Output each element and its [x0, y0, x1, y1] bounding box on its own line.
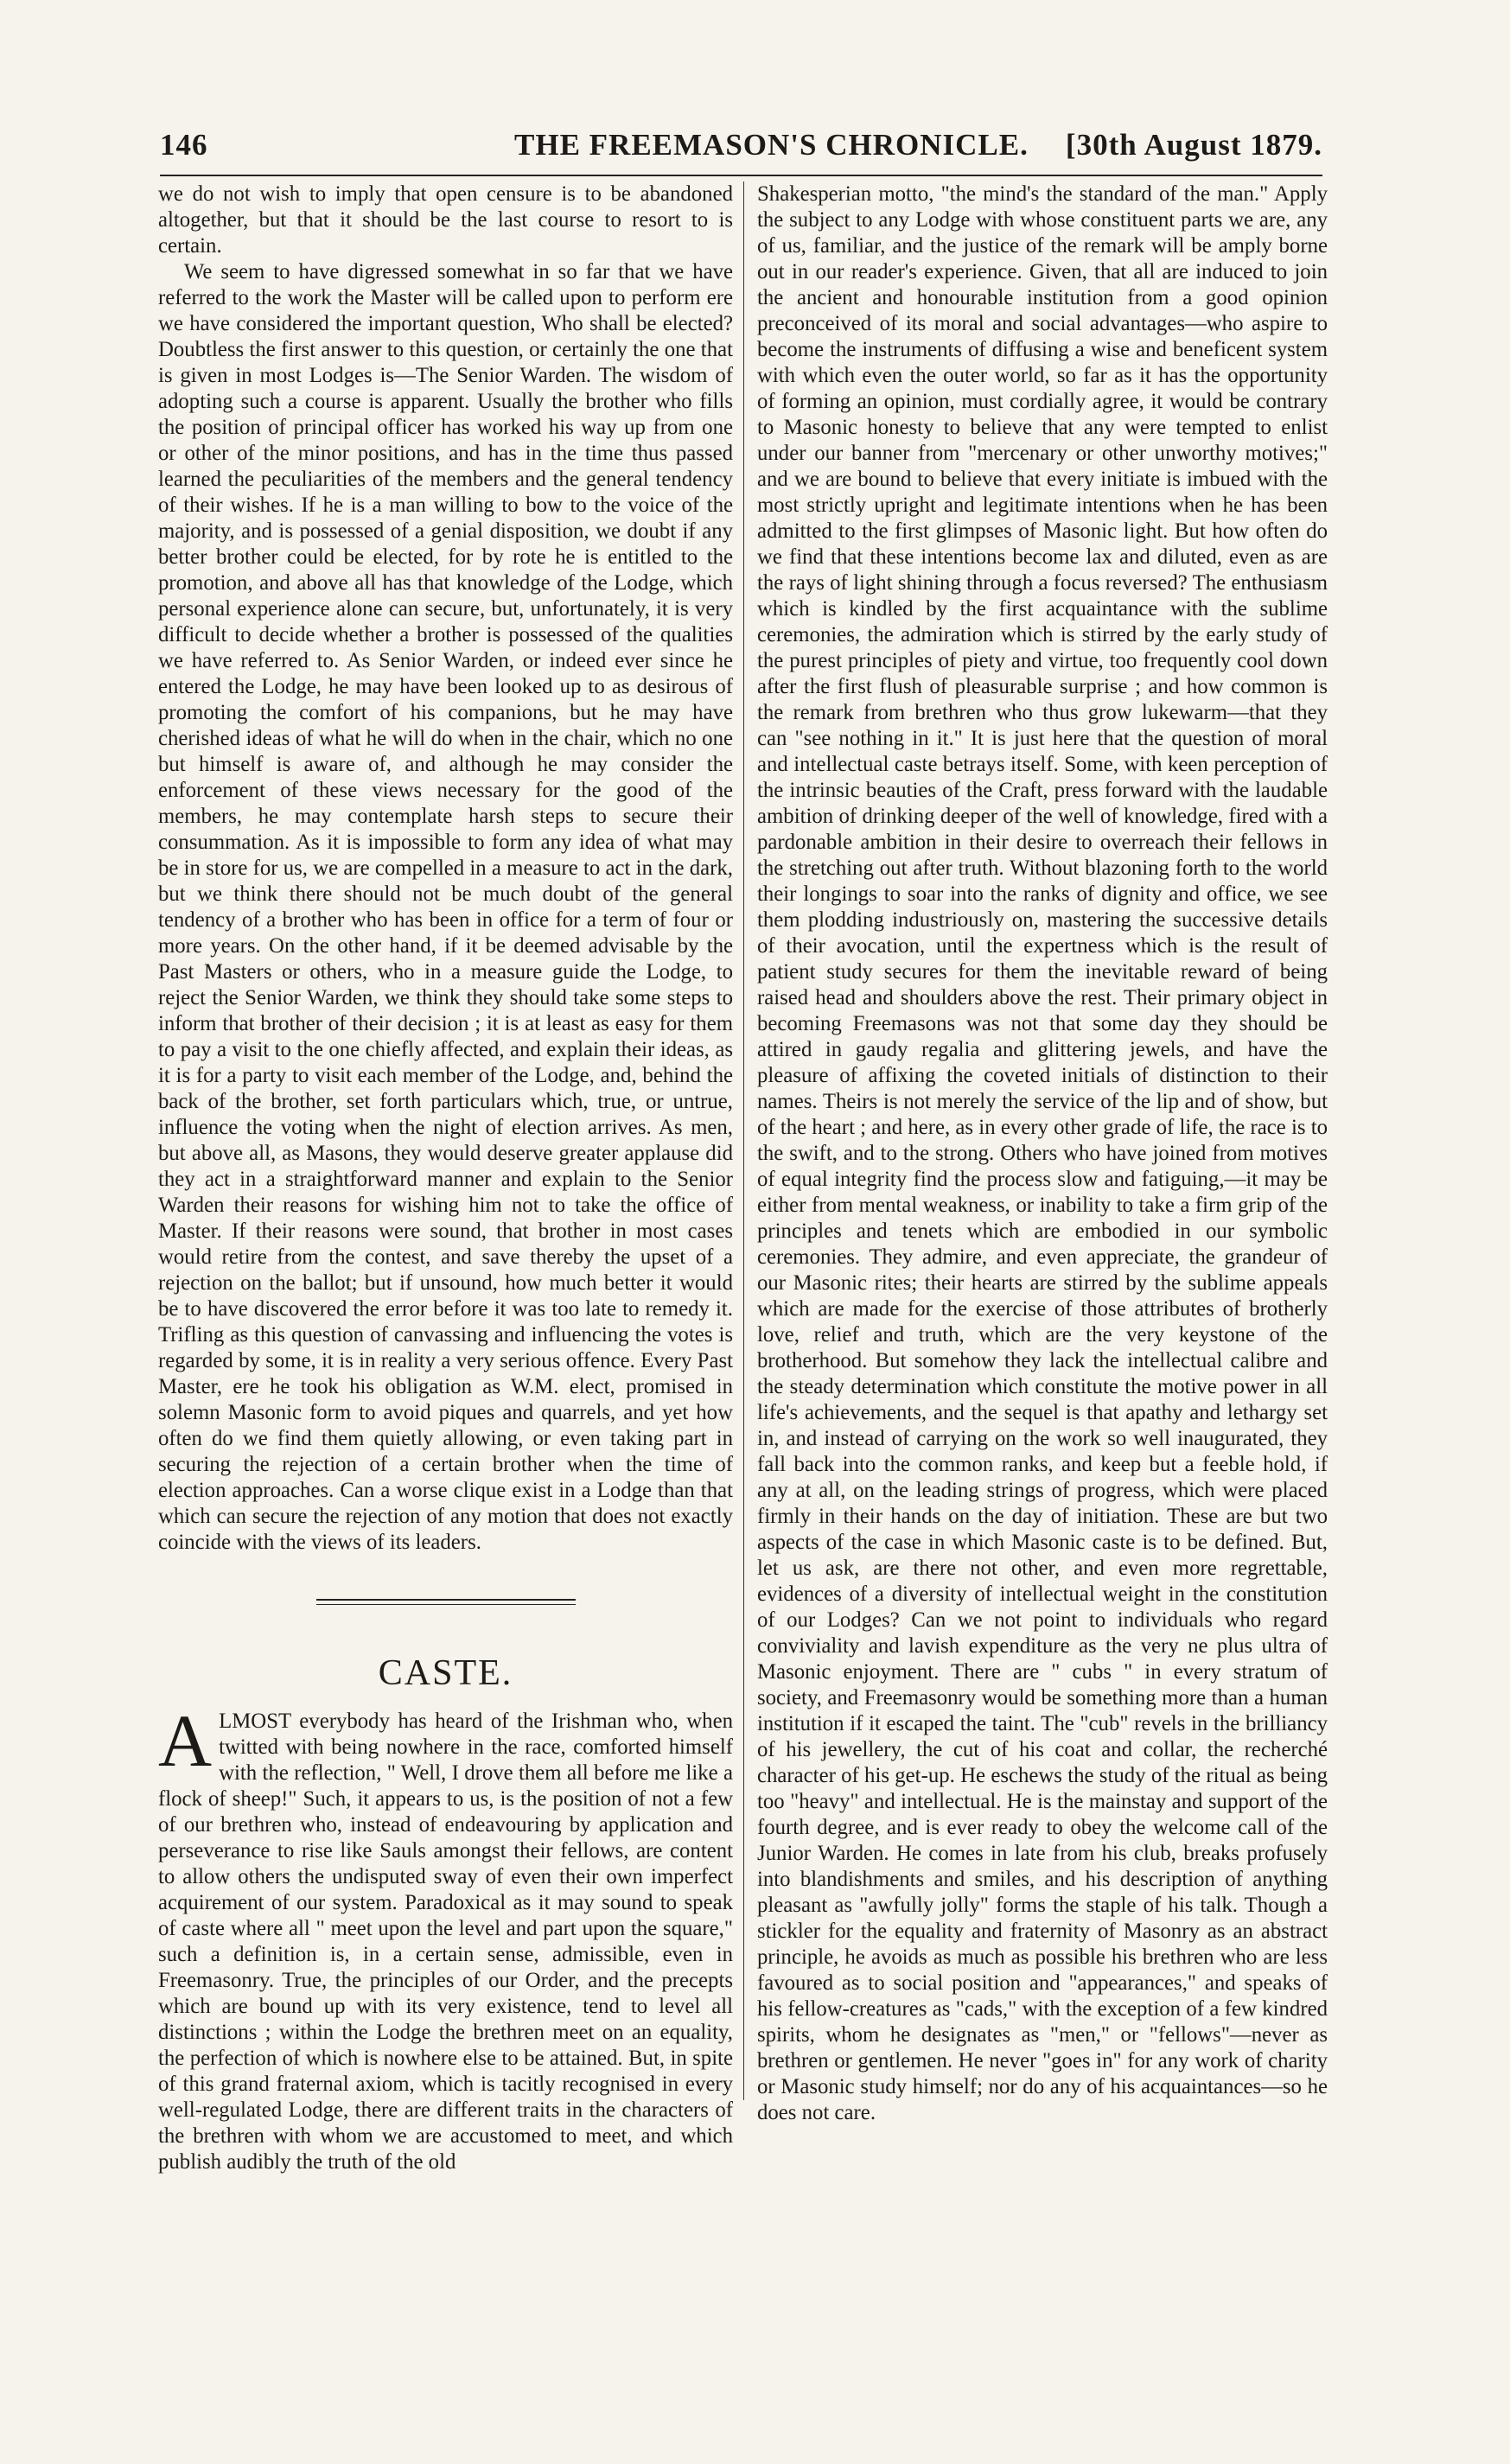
article-paragraph: We seem to have digressed somewhat in so far that we have referred to the work the Master will be called upon to perform ere we have considered the important question, Who shall be elected? Doubtless the first answer to this question, or certainly the one that is given in most Lodges is—The Senior Warden. The wisdom of adopting such a course is apparent. Usually the brother who fills the position of principal officer has worked his way up from one or other of the minor positions, and has in the time thus passed learned the peculiarities of the members and the general tendency of their wishes. If he is a man willing to bow to the voice of the majority, and is possessed of a genial disposition, we doubt if any better brother could be elected, for by rote he is entitled to the promotion, and above all has that knowledge of the Lodge, which personal experience alone can secure, but, unfortunately, it is very difficult to decide whether a brother is possessed of the qualities we have referred to. As Senior Warden, or indeed ever since he entered the Lodge, he may have been looked up to as desirous of promoting the comfort of his companions, but he may have cherished ideas of what he will do when in the chair, which no one but himself is aware of, and although he may consider the enforcement of these views necessary for the good of the members, he may contemplate harsh steps to secure their consummation. As it is impossible to form any idea of what may be in store for us, we are compelled in a measure to act in the dark, but we think there should not be much doubt of the general tendency of a brother who has been in office for a term of four or more years. On the other hand, if it be deemed advisable by the Past Masters or others, who in a measure guide the Lodge, to reject the Senior Warden, we think they should take some steps to inform that brother of their decision ; it is at least as easy for them to pay a visit to the one chiefly affected, and explain their ideas, as it is for a party to visit each member of the Lodge, and, behind the back of the brother, set forth particulars which, true, or untrue, influence the voting when the night of election arrives. As men, but above all, as Masons, they would deserve greater applause did they act in a straightforward manner and explain to the Senior Warden their reasons for wishing him not to take the office of Master. If their reasons were sound, that brother in most cases would retire from the contest, and save thereby the upset of a rejection on the ballot; but if unsound, how much better it would be to have discovered the error before it was too late to remedy it. Trifling as this question of canvassing and influencing the votes is regarded by some, it is in reality a very serious offence. Every Past Master, ere he took his obligation as W.M. elect, promised in solemn Masonic form to avoid piques and quarrels, and yet how often do we find them quietly allowing, or even taking part in securing the rejection of a certain brother when the time of election approaches. Can a worse clique exist in a Lodge than that which can secure the rejection of any motion that does not exactly coincide with the views of its leaders. — [158, 260, 733, 1554]
article-paragraph: Shakesperian motto, "the mind's the standard of the man." Apply the subject to any Lodge with whose constituent parts we are, any of us, familiar, and the justice of the remark will be amply borne out in our reader's experience. Given, that all are induced to join the ancient and honourable institution from a good opinion preconceived of its moral and social advantages—who aspire to become the instruments of diffusing a wise and beneficent system with which even the outer world, so far as it has the opportunity of forming an opinion, must cordially agree, it would be contrary to Masonic honesty to believe that any were tempted to enlist under our banner from "mercenary or other unworthy motives;" and we are bound to believe that every initiate is imbued with the most strictly upright and legitimate intentions when he has been admitted to the first glimpses of Masonic light. But how often do we find that these intentions become lax and diluted, even as are the rays of light shining through a focus reversed? The enthusiasm which is kindled by the first acquaintance with the sublime ceremonies, the admiration which is stirred by the early study of the purest principles of piety and virtue, too frequently cool down after the first flush of pleasurable surprise ; and how common is the remark from brethren who thus grow lukewarm—that they can "see nothing in it." It is just here that the question of moral and intellectual caste betrays itself. Some, with keen perception of the intrinsic beauties of the Craft, press forward with the laudable ambition of drinking deeper of the well of knowledge, fired with a pardonable ambition in their desire to overreach their fellows in the stretching out after truth. Without blazoning forth to the world their longings to soar into the ranks of dignity and office, we see them plodding industriously on, mastering the successive details of their avocation, until the expertness which is the result of patient study secures for them the inevitable reward of being raised head and shoulders above the rest. Their primary object in becoming Freemasons was not that some day they should be attired in gaudy regalia and glittering jewels, and have the pleasure of affixing the coveted initials of distinction to their names. Theirs is not merely the service of the lip and of show, but of the heart ; and here, as in every other grade of life, the race is to the swift, and to the strong. Others who have joined from motives of equal integrity find the process slow and fatiguing,—it may be either from mental weakness, or inability to take a firm grip of the principles and tenets which are embodied in our symbolic ceremonies. They admire, and even appreciate, the grandeur of our Masonic rites; their hearts are stirred by the sublime appeals which are made for the exercise of those attributes of brotherly love, relief and truth, which are the very keystone of the brotherhood. But somehow they lack the intellectual calibre and the steady determination which constitute the motive power in all life's achievements, and the sequel is that apathy and lethargy set in, and instead of carrying on the work so well inaugurated, they fall back into the common ranks, and keep but a feeble hold, if any at all, on the leading strings of progress, which were placed firmly in their hands on the day of initiation. These are but two aspects of the case in which Masonic caste is to be defined. But, let us ask, are there not other, and even more regrettable, evidences of a diversity of intellectual weight in the constitution of our Lodges? Can we not point to individuals who regard conviviality and lavish expenditure as the very ne plus ultra of Masonic enjoyment. There are " cubs " in every stratum of society, and Freemasonry would be something more than a human institution if it escaped the taint. The "cub" revels in the brilliancy of his jewellery, the cut of his coat and collar, the recherché character of his get-up. He eschews the study of the ritual as being too "heavy" and intellectual. He is the mainstay and support of the fourth degree, and is ever ready to obey the welcome call of the Junior Warden. He comes in late from his club, breaks profusely into blandishments and smiles, and his description of anything pleasant as "awfully jolly" forms the staple of his talk. Though a stickler for the equality and fraternity of Masonry as an abstract principle, he avoids as much as possible his brethren who are less favoured as to social position and "appearances," and speaks of his fellow-creatures as "cads," with the exception of a few kindred spirits, whom he designates as "men," or "fellows"—never as brethren or gentlemen. He never "goes in" for any work of charity or Masonic study himself; nor do any of his acquaintances—so he does not care. — [757, 182, 1328, 2124]
page-header — [160, 128, 1322, 171]
right-column — [757, 181, 1328, 2126]
issue-date: [30th August 1879. — [1065, 128, 1322, 162]
caste-lead-text: LMOST everybody has heard of the Irishman who, when twitted with being nowhere in the race, comforted himself with the reflection, " Well, I drove them all before me like a flock of sheep!" Such, it appears to us, is the position of not a few of our brethren who, instead of endeavouring by application and perseverance to rise like Sauls amongst their fellows, are content to allow others the undisputed sway of even their own imperfect acquirement of our system. Paradoxical as it may sound to speak of caste where all " meet upon the level and part upon the square," such a definition is, in a certain sense, admissible, even in Freemasonry. True, the principles of our Order, and the precepts which are bound up with its very existence, tend to level all distinctions ; within the Lodge the brethren meet on an equality, the perfection of which is nowhere else to be attained. But, in spite of this grand fraternal axiom, which is tacitly recognised in every well-regulated Lodge, there are different traits in the characters of the brethren with whom we are accustomed to meet, and which publish audibly the truth of the old — [158, 1710, 733, 2174]
caste-paragraph — [158, 1699, 733, 2175]
left-column — [158, 181, 733, 2175]
separator-rule — [316, 1604, 576, 1605]
column-divider — [743, 181, 744, 2100]
publication-title: THE FREEMASON'S CHRONICLE. — [514, 128, 1029, 162]
article-paragraph: we do not wish to imply that open censure is to be abandoned altogether, but that it should be the last course to resort to is certain. — [158, 182, 733, 258]
page-number: 146 — [160, 128, 208, 162]
header-rule — [160, 175, 1322, 176]
separator-rule — [316, 1599, 576, 1601]
section-title: CASTE. — [378, 1653, 513, 1693]
section-separator — [316, 1599, 576, 1605]
drop-cap: A — [158, 1699, 213, 1782]
